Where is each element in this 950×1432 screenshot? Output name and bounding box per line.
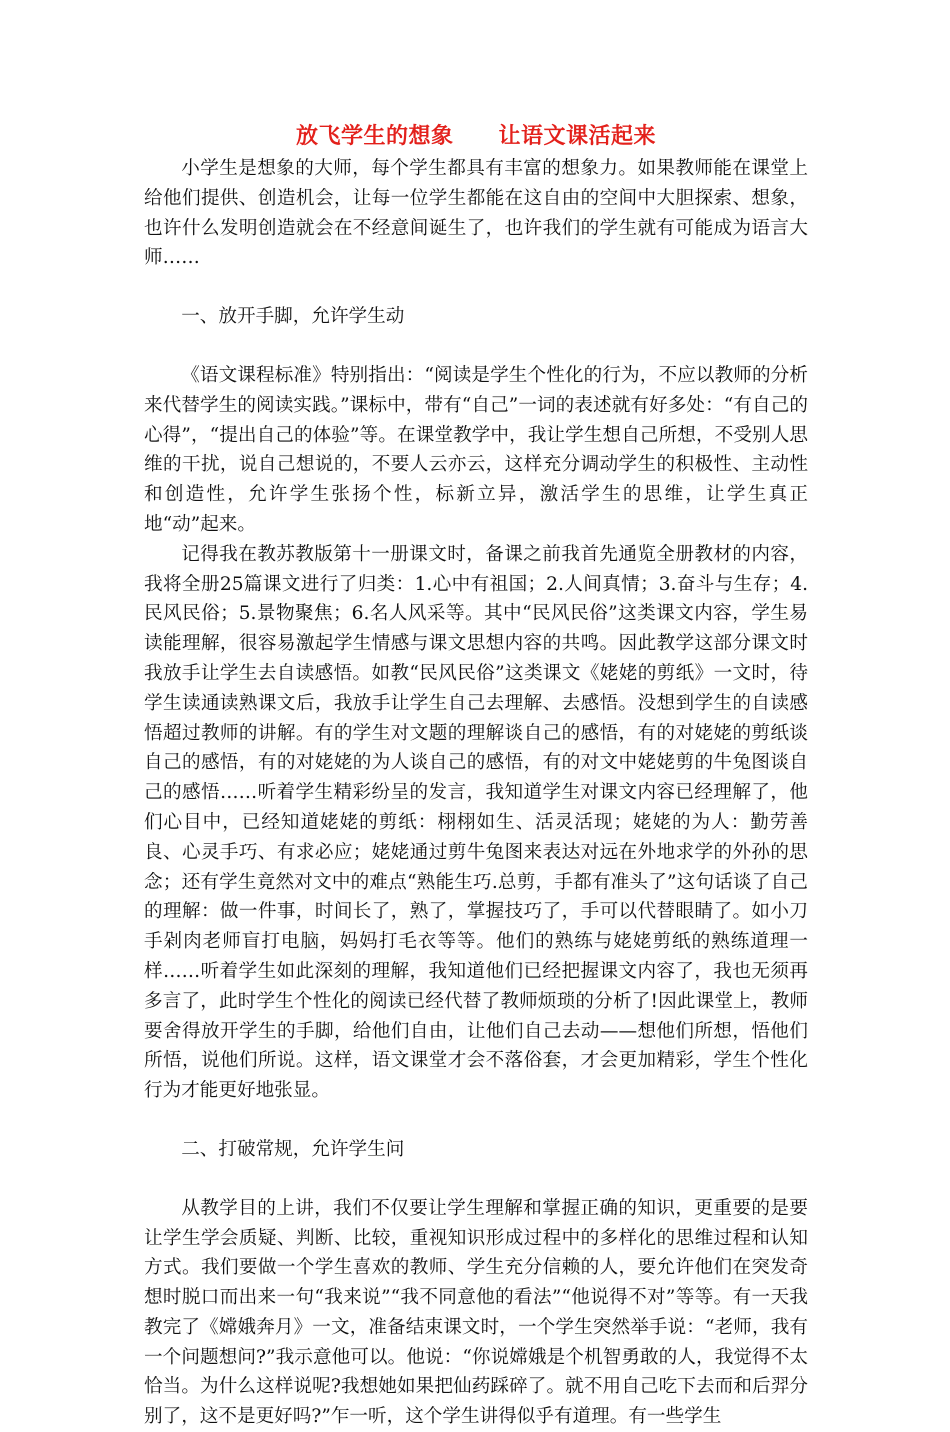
- spacer: [144, 1106, 808, 1135]
- paragraph: 《语文课程标准》特别指出：“阅读是学生个性化的行为，不应以教师的分析来代替学生的阅读实践。”课标中，带有“自己”一词的表述就有好多处：“有自己的心得”，“提出自己的体验”等。在课堂教学中，我让学生想自己所想，不受别人思维的干扰，说自己想说的，不要人云亦云，这样充分调动学生的积极性、主动性和创造性，允许学生张扬个性，标新立异，激活学生的思维，让学生真正地“动”起来。: [144, 364, 808, 535]
- paragraph: 从教学目的上讲，我们不仅要让学生理解和掌握正确的知识，更重要的是要让学生学会质疑、判断、比较，重视知识形成过程中的多样化的思维过程和认知方式。我们要做一个学生喜欢的教师、学生充分信赖的人，要允许他们在突发奇想时脱口而出来一句“我来说”“我不同意他的看法”“他说得不对”等等。有一天我教完了《嫦娥奔月》一文，准备结束课文时，一个学生突然举手说：“老师，我有一个问题想问?”我示意他可以。他说：“你说嫦娥是个机智勇敢的人，我觉得不太恰当。为什么这样说呢?我想她如果把仙药踩碎了。就不用自己吃下去而和后羿分别了，这不是更好吗?”乍一听，这个学生讲得似乎有道理。有一些学生: [144, 1197, 808, 1428]
- spacer: [144, 273, 808, 302]
- section-heading-2: 二、打破常规，允许学生问: [181, 1138, 405, 1160]
- document-title: 放飞学生的想象 让语文课活起来: [295, 123, 656, 149]
- document-body: [144, 118, 808, 1432]
- spacer: [144, 1165, 808, 1194]
- intro-paragraph: 小学生是想象的大师，每个学生都具有丰富的想象力。如果教师能在课堂上给他们提供、创造机会，让每一位学生都能在这自由的空间中大胆探索、想象，也许什么发明创造就会在不经意间诞生了，也许我们的学生就有可能成为语言大师……: [144, 158, 808, 269]
- spacer: [144, 332, 808, 361]
- section-heading-1: 一、放开手脚，允许学生动: [181, 306, 405, 328]
- paragraph: 记得我在教苏教版第十一册课文时，备课之前我首先通览全册教材的内容，我将全册25篇课文进行了归类：1.心中有祖国；2.人间真情；3.奋斗与生存；4.民风民俗；5.景物聚焦；6.名人风采等。其中“民风民俗”这类课文内容，学生易读能理解，很容易激起学生情感与课文思想内容的共鸣。因此教学这部分课文时我放手让学生去自读感悟。如教“民风民俗”这类课文《姥姥的剪纸》一文时，待学生读通读熟课文后，我放手让学生自己去理解、去感悟。没想到学生的自读感悟超过教师的讲解。有的学生对文题的理解谈自己的感悟，有的对姥姥的剪纸谈自己的感悟，有的对姥姥的为人谈自己的感悟，有的对文中姥姥剪的牛兔图谈自己的感悟……听着学生精彩纷呈的发言，我知道学生对课文内容已经理解了，他们心目中，已经知道姥姥的剪纸：栩栩如生、活灵活现；姥姥的为人：勤劳善良、心灵手巧、有求必应；姥姥通过剪牛兔图来表达对远在外地求学的外孙的思念；还有学生竟然对文中的难点“熟能生巧.总剪，手都有准头了”这句话谈了自己的理解：做一件事，时间长了，熟了，掌握技巧了，手可以代替眼睛了。如小刀手剁肉老师盲打电脑，妈妈打毛衣等等。他们的熟练与姥姥剪纸的熟练道理一样……听着学生如此深刻的理解，我知道他们已经把握课文内容了，我也无须再多言了，此时学生个性化的阅读已经代替了教师烦琐的分析了!因此课堂上，教师要舍得放开学生的手脚，给他们自由，让他们自己去动——想他们所想，悟他们所悟，说他们所说。这样，语文课堂才会不落俗套，才会更加精彩，学生个性化行为才能更好地张显。: [144, 543, 808, 1102]
